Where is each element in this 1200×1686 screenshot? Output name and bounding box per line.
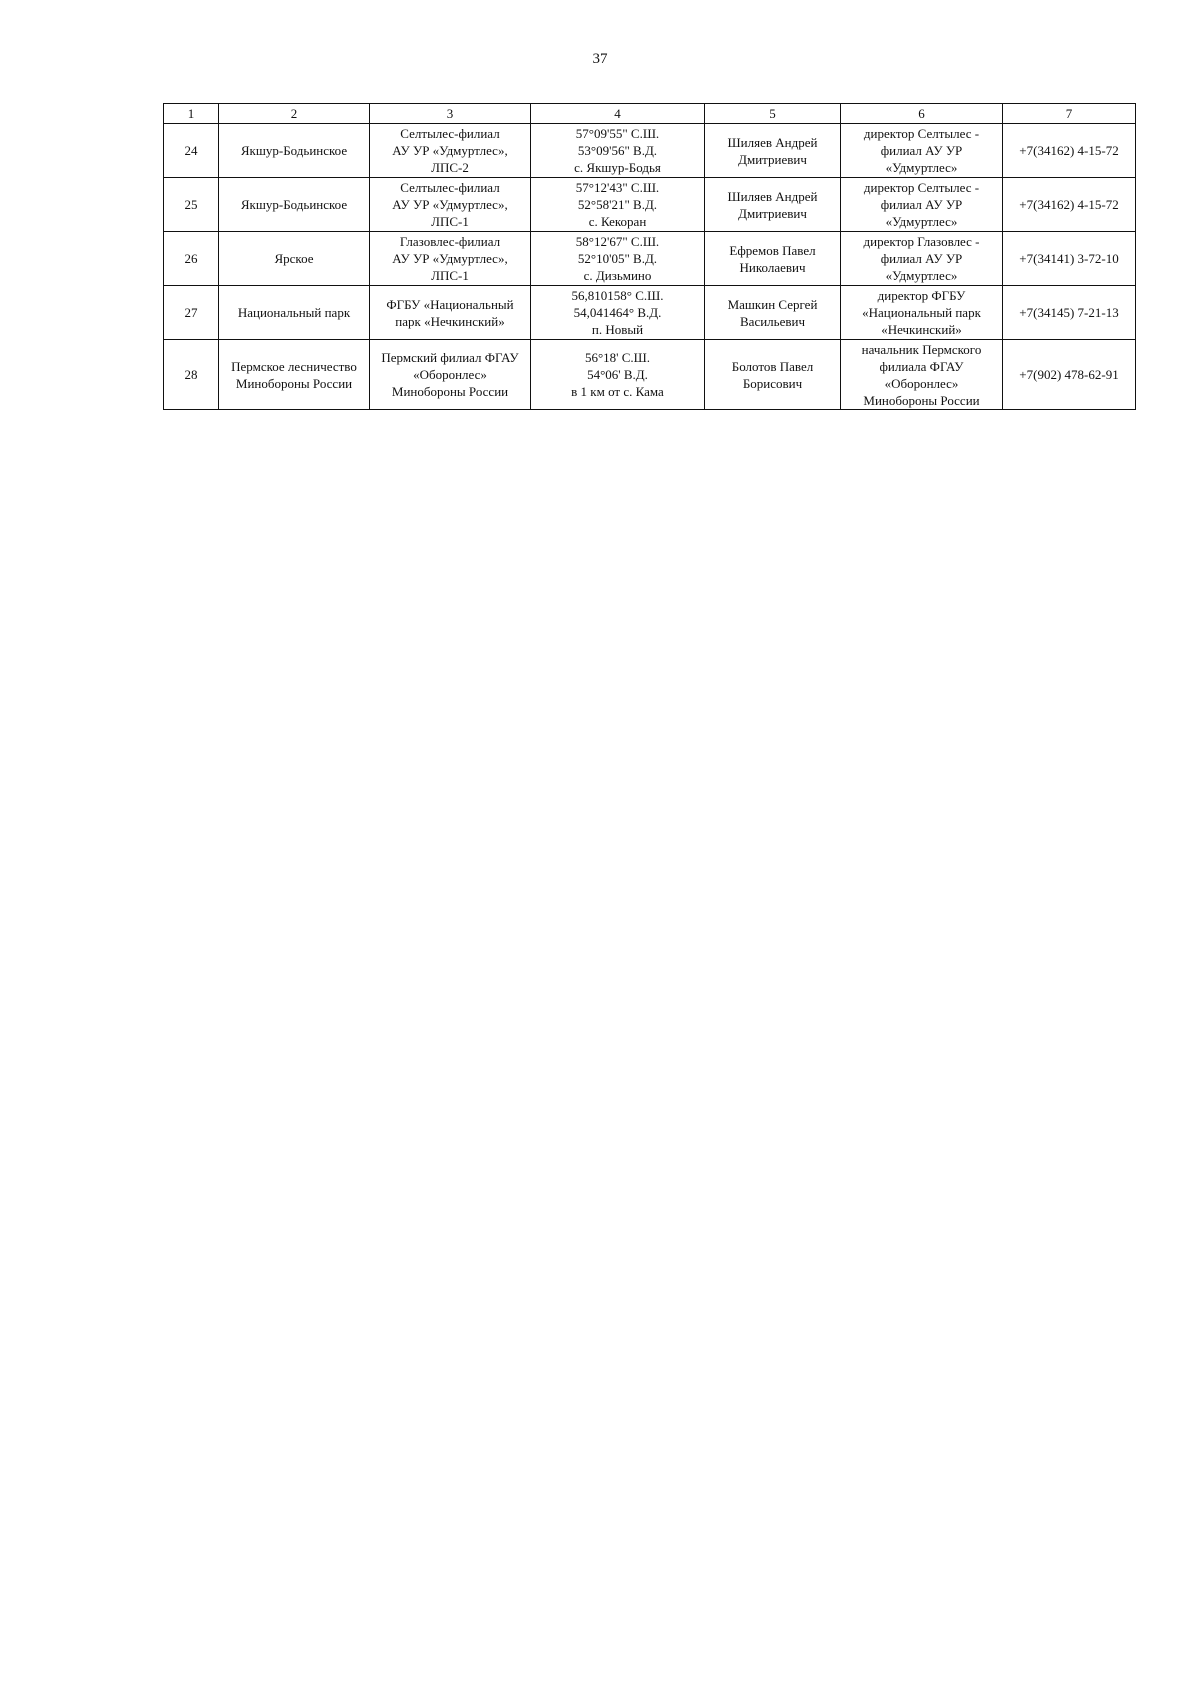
- coordinates-line: 57°12'43" С.Ш.: [575, 180, 660, 195]
- responsible-person-line: Болотов Павел: [731, 358, 814, 374]
- row-number-cell: 24: [164, 124, 219, 178]
- forestry-name-cell: [219, 286, 370, 340]
- responsible-person-line: Борисович: [742, 375, 803, 391]
- column-number-7: 7: [1003, 104, 1136, 124]
- forestry-name-line: Минобороны России: [235, 375, 353, 391]
- coordinates-cell: [531, 178, 705, 232]
- responsible-person-line: Шиляев Андрей: [727, 188, 818, 204]
- person-position-line: директор Глазовлес -: [863, 234, 980, 249]
- organization-line: АУ УР «Удмуртлес»,: [392, 197, 508, 212]
- table-body: [164, 124, 1136, 410]
- organization-cell: [370, 232, 531, 286]
- column-number-5: 5: [705, 104, 841, 124]
- organization-cell: [370, 178, 531, 232]
- table-row: [164, 178, 1136, 232]
- coordinates-line: в 1 км от с. Кама: [571, 384, 664, 399]
- row-number-cell: 28: [164, 340, 219, 410]
- table-row: [164, 232, 1136, 286]
- page-number: 37: [592, 51, 608, 67]
- column-number-6: 6: [841, 104, 1003, 124]
- responsible-person-cell: [705, 124, 841, 178]
- coordinates-line: 54,041464° В.Д.: [573, 305, 662, 320]
- responsible-person-cell: [705, 340, 841, 410]
- person-position-line: Минобороны России: [863, 392, 980, 408]
- column-number-1: 1: [164, 104, 219, 124]
- person-position-cell: [841, 124, 1003, 178]
- coordinates-cell: [531, 232, 705, 286]
- phone-number-line: +7(902) 478-62-91: [1019, 367, 1119, 382]
- organization-line: парк «Нечкинский»: [395, 313, 505, 329]
- responsible-person-line: Дмитриевич: [738, 151, 807, 167]
- phone-number-cell: [1003, 178, 1136, 232]
- organization-line: Глазовлес-филиал: [399, 234, 501, 249]
- person-position-cell: [841, 340, 1003, 410]
- responsible-person-cell: [705, 178, 841, 232]
- column-number-2: 2: [219, 104, 370, 124]
- table-row: [164, 124, 1136, 178]
- phone-number-line: +7(34145) 7-21-13: [1019, 305, 1119, 320]
- coordinates-line: с. Дизьмино: [583, 268, 652, 283]
- organization-line: ЛПС-2: [431, 160, 469, 175]
- organization-line: ЛПС-1: [431, 214, 469, 229]
- person-position-line: «Удмуртлес»: [885, 268, 958, 283]
- person-position-line: директор Селтылес -: [863, 126, 980, 141]
- organization-cell: [370, 340, 531, 410]
- responsible-person-line: Николаевич: [739, 259, 806, 275]
- organization-line: Пермский филиал ФГАУ: [381, 350, 519, 365]
- person-position-line: директор ФГБУ: [877, 288, 966, 303]
- row-number-cell: 27: [164, 286, 219, 340]
- person-position-line: филиал АУ УР: [880, 197, 963, 212]
- coordinates-line: 53°09'56" В.Д.: [577, 143, 658, 158]
- column-number-4: 4: [531, 104, 705, 124]
- person-position-cell: [841, 178, 1003, 232]
- person-position-line: филиал АУ УР: [880, 251, 963, 266]
- coordinates-line: 57°09'55" С.Ш.: [575, 126, 660, 141]
- person-position-line: филиала ФГАУ: [879, 358, 964, 374]
- organization-line: ФГБУ «Национальный: [386, 296, 514, 312]
- responsible-person-cell: [705, 232, 841, 286]
- responsible-person-line: Ефремов Павел: [729, 242, 816, 258]
- person-position-cell: [841, 232, 1003, 286]
- organization-line: АУ УР «Удмуртлес»,: [392, 251, 508, 266]
- person-position-line: «Удмуртлес»: [885, 160, 958, 175]
- coordinates-line: 54°06' В.Д.: [587, 367, 648, 382]
- table-row: [164, 340, 1136, 410]
- forestry-name-line: Ярское: [274, 251, 314, 266]
- organization-cell: [370, 286, 531, 340]
- forestry-name-cell: [219, 124, 370, 178]
- phone-number-line: +7(34162) 4-15-72: [1019, 143, 1119, 158]
- coordinates-line: 56,810158° С.Ш.: [571, 288, 664, 303]
- forestry-name-line: Якшур-Бодьинское: [240, 143, 348, 158]
- responsible-person-line: Шиляев Андрей: [727, 134, 818, 150]
- forestry-name-cell: [219, 340, 370, 410]
- person-position-line: директор Селтылес -: [863, 180, 980, 195]
- person-position-line: филиал АУ УР: [880, 143, 963, 158]
- person-position-line: «Нечкинский»: [881, 322, 962, 337]
- phone-number-line: +7(34162) 4-15-72: [1019, 197, 1119, 212]
- row-number-cell: 25: [164, 178, 219, 232]
- responsible-person-line: Машкин Сергей: [727, 296, 818, 312]
- coordinates-line: 58°12'67" С.Ш.: [575, 234, 660, 249]
- forestry-name-cell: [219, 232, 370, 286]
- coordinates-line: 56°18' С.Ш.: [584, 350, 651, 365]
- organization-line: ЛПС-1: [431, 268, 469, 283]
- person-position-line: «Удмуртлес»: [885, 214, 958, 229]
- organization-line: «Оборонлес»: [413, 367, 487, 382]
- phone-number-line: +7(34141) 3-72-10: [1019, 251, 1119, 266]
- organization-line: АУ УР «Удмуртлес»,: [392, 143, 508, 158]
- forestry-name-line: Якшур-Бодьинское: [240, 197, 348, 212]
- forestry-name-cell: [219, 178, 370, 232]
- responsible-person-line: Дмитриевич: [738, 205, 807, 221]
- person-position-line: «Национальный парк: [862, 305, 981, 320]
- coordinates-line: п. Новый: [591, 322, 644, 337]
- coordinates-cell: [531, 286, 705, 340]
- column-number-row: [164, 104, 1136, 124]
- phone-number-cell: [1003, 124, 1136, 178]
- phone-number-cell: [1003, 340, 1136, 410]
- coordinates-line: с. Кекоран: [588, 214, 647, 229]
- coordinates-cell: [531, 340, 705, 410]
- organization-line: Минобороны России: [391, 384, 509, 399]
- forestry-name-line: Национальный парк: [237, 305, 351, 320]
- responsible-person-cell: [705, 286, 841, 340]
- phone-number-cell: [1003, 286, 1136, 340]
- person-position-line: «Оборонлес»: [884, 375, 959, 391]
- forestry-name-line: Пермское лесничество: [231, 358, 357, 374]
- coordinates-line: 52°10'05" В.Д.: [577, 251, 658, 266]
- table-row: [164, 286, 1136, 340]
- organization-line: Селтылес-филиал: [400, 180, 500, 195]
- register-table: [163, 103, 1136, 410]
- coordinates-cell: [531, 124, 705, 178]
- person-position-cell: [841, 286, 1003, 340]
- row-number-cell: 26: [164, 232, 219, 286]
- organization-line: Селтылес-филиал: [400, 126, 500, 141]
- person-position-line: начальник Пермского: [861, 341, 982, 357]
- organization-cell: [370, 124, 531, 178]
- coordinates-line: 52°58'21" В.Д.: [577, 197, 658, 212]
- phone-number-cell: [1003, 232, 1136, 286]
- responsible-person-line: Васильевич: [740, 313, 805, 329]
- column-number-3: 3: [370, 104, 531, 124]
- coordinates-line: с. Якшур-Бодья: [574, 160, 661, 175]
